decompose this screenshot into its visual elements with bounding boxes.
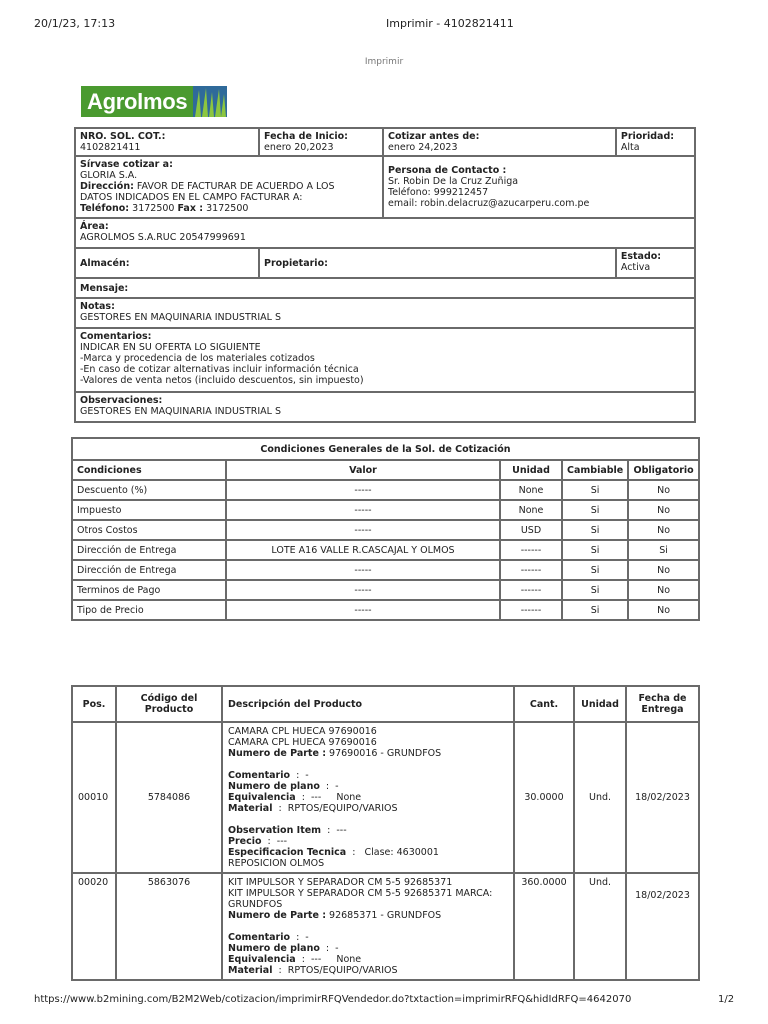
products-header: Descripción del Producto (222, 686, 514, 722)
description-label: Numero de plano (228, 781, 320, 792)
comentarios-line: -Marca y procedencia de los materiales cotizados (80, 353, 315, 364)
conditions-cell: Dirección de Entrega (72, 560, 226, 580)
conditions-cell: Descuento (%) (72, 480, 226, 500)
description-line (228, 792, 508, 803)
area-value: AGROLMOS S.A.RUC 20547999691 (80, 232, 246, 243)
telefono-value: 3172500 (132, 203, 175, 214)
conditions-cell: Si (562, 540, 628, 560)
description-value: KIT IMPULSOR Y SEPARADOR CM 5-5 92685371 MARCA: (228, 888, 493, 899)
mensaje-cell (75, 278, 695, 298)
prioridad-value: Alta (620, 142, 640, 153)
description-line (228, 943, 508, 954)
conditions-cell: LOTE A16 VALLE R.CASCAJAL Y OLMOS (226, 540, 500, 560)
description-line (228, 954, 508, 965)
page-number: 1/2 (718, 994, 735, 1005)
conditions-cell: Si (562, 600, 628, 620)
conditions-cell: ------ (500, 580, 562, 600)
description-line (228, 814, 508, 825)
conditions-row (72, 540, 699, 560)
description-label: Precio (228, 836, 262, 847)
conditions-cell: ----- (226, 480, 500, 500)
products-header: Unidad (574, 686, 626, 722)
description-line (228, 877, 508, 888)
prioridad-cell (616, 128, 695, 156)
conditions-cell: Terminos de Pago (72, 580, 226, 600)
comentarios-cell (75, 328, 695, 392)
fax-value: 3172500 (206, 203, 249, 214)
product-unit-cell: Und. (574, 722, 626, 873)
description-line (228, 825, 508, 836)
telefono-label: Teléfono: (80, 203, 130, 214)
conditions-cell: ----- (226, 560, 500, 580)
product-description-cell (222, 722, 514, 873)
description-value: : --- None (295, 792, 362, 803)
product-row (72, 722, 699, 873)
contacto-cell (383, 156, 695, 218)
description-value (228, 814, 231, 825)
product-code-cell: 5784086 (116, 722, 222, 873)
contacto-name: Sr. Robin De la Cruz Zuñiga (388, 176, 519, 187)
description-label: Numero de plano (228, 943, 320, 954)
sirvase-label: Sírvase cotizar a: (80, 159, 173, 170)
conditions-row (72, 480, 699, 500)
conditions-cell: No (628, 580, 699, 600)
description-label: Numero de Parte : (228, 748, 327, 759)
conditions-cell: No (628, 600, 699, 620)
description-label: Material (228, 803, 273, 814)
description-line (228, 847, 508, 858)
notas-value: GESTORES EN MAQUINARIA INDUSTRIAL S (80, 312, 281, 323)
conditions-cell: ------ (500, 560, 562, 580)
product-pos-cell: 00010 (72, 722, 116, 873)
print-title: Imprimir - 4102821411 (386, 17, 514, 30)
conditions-cell: No (628, 520, 699, 540)
description-line (228, 726, 508, 737)
fax-label: Fax : (177, 203, 204, 214)
description-line (228, 759, 508, 770)
description-value: : - (319, 943, 339, 954)
conditions-cell: None (500, 480, 562, 500)
conditions-cell: Si (562, 520, 628, 540)
conditions-cell: Si (562, 500, 628, 520)
description-label: Numero de Parte : (228, 910, 327, 921)
description-value: : Clase: 4630001 (346, 847, 439, 858)
notas-label: Notas: (80, 301, 115, 312)
mensaje-label: Mensaje: (80, 282, 129, 294)
description-line (228, 932, 508, 943)
cotizar-label: Cotizar antes de: (388, 131, 480, 142)
area-cell (75, 218, 695, 248)
conditions-row (72, 580, 699, 600)
agrolmos-logo (81, 86, 261, 117)
conditions-header: Condiciones (72, 460, 226, 480)
propietario-cell (259, 248, 616, 278)
conditions-cell: Impuesto (72, 500, 226, 520)
description-value: : - (290, 932, 309, 943)
request-header-table (74, 127, 696, 423)
observaciones-cell (75, 392, 695, 422)
conditions-row (72, 560, 699, 580)
conditions-header: Cambiable (562, 460, 628, 480)
description-label: Equivalencia (228, 954, 296, 965)
description-line (228, 748, 508, 759)
description-label: Equivalencia (228, 792, 296, 803)
logo-text: Agrolmos (81, 86, 193, 117)
product-code-cell: 5863076 (116, 873, 222, 980)
description-value: CAMARA CPL HUECA 97690016 (228, 726, 377, 737)
cotizar-value: enero 24,2023 (388, 142, 458, 153)
almacen-label: Almacén: (80, 257, 130, 269)
conditions-cell: Tipo de Precio (72, 600, 226, 620)
print-datetime: 20/1/23, 17:13 (34, 17, 116, 30)
description-line (228, 737, 508, 748)
conditions-cell: None (500, 500, 562, 520)
conditions-row (72, 520, 699, 540)
description-line (228, 921, 508, 932)
product-qty-cell: 30.0000 (514, 722, 574, 873)
print-url: https://www.b2mining.com/B2M2Web/cotizacion/imprimirRFQVendedor.do?txtaction=imprimirRFQ&hidIdRFQ=4642070 (34, 994, 632, 1005)
description-line (228, 781, 508, 792)
notas-cell (75, 298, 695, 328)
conditions-header: Valor (226, 460, 500, 480)
description-line (228, 770, 508, 781)
description-value: : --- (261, 836, 288, 847)
products-header: Fecha de Entrega (626, 686, 699, 722)
product-row (72, 873, 699, 980)
description-value: 92685371 - GRUNDFOS (326, 910, 442, 921)
description-value: GRUNDFOS (228, 899, 283, 910)
conditions-cell: ----- (226, 580, 500, 600)
area-label: Área: (80, 221, 109, 232)
logo-grass-icon (193, 86, 227, 117)
description-label: Comentario (228, 770, 291, 781)
conditions-cell: Si (562, 480, 628, 500)
fecha-inicio-label: Fecha de Inicio: (264, 131, 348, 142)
prioridad-label: Prioridad: (620, 131, 675, 142)
conditions-title: Condiciones Generales de la Sol. de Cotización (72, 438, 699, 460)
almacen-cell (75, 248, 259, 278)
description-line (228, 803, 508, 814)
description-line (228, 899, 508, 910)
direccion-value: FAVOR DE FACTURAR DE ACUERDO A LOS (136, 181, 335, 192)
comentarios-label: Comentarios: (80, 331, 152, 342)
direccion-value-2: DATOS INDICADOS EN EL CAMPO FACTURAR A: (80, 192, 303, 203)
conditions-cell: USD (500, 520, 562, 540)
cotizar-cell (383, 128, 616, 156)
nro-value: 4102821411 (80, 142, 141, 153)
products-header: Código del Producto (116, 686, 222, 722)
sirvase-cell (75, 156, 383, 218)
description-value: : RPTOS/EQUIPO/VARIOS (272, 803, 398, 814)
conditions-cell: Si (562, 580, 628, 600)
description-line (228, 965, 508, 976)
description-value (228, 921, 231, 932)
conditions-table (71, 437, 700, 621)
comentarios-line: -En caso de cotizar alternativas incluir información técnica (80, 364, 359, 375)
description-value: : RPTOS/EQUIPO/VARIOS (272, 965, 398, 976)
nro-cell (75, 128, 259, 156)
product-qty-cell: 360.0000 (514, 873, 574, 980)
nro-label: NRO. SOL. COT.: (80, 131, 166, 142)
conditions-cell: Otros Costos (72, 520, 226, 540)
product-date-cell: 18/02/2023 (626, 722, 699, 873)
product-pos-cell: 00020 (72, 873, 116, 980)
fecha-inicio-cell (259, 128, 383, 156)
products-table (71, 685, 700, 981)
description-line (228, 888, 508, 899)
conditions-cell: ----- (226, 500, 500, 520)
conditions-cell: ------ (500, 540, 562, 560)
description-label: Observation Item (228, 825, 322, 836)
products-header: Pos. (72, 686, 116, 722)
description-value: : - (319, 781, 339, 792)
conditions-row (72, 500, 699, 520)
conditions-cell: ------ (500, 600, 562, 620)
conditions-cell: Si (628, 540, 699, 560)
description-value: REPOSICION OLMOS (228, 858, 325, 869)
products-header: Cant. (514, 686, 574, 722)
telefono-line (80, 203, 378, 214)
description-label: Comentario (228, 932, 291, 943)
conditions-cell: ----- (226, 520, 500, 540)
comentarios-line: -Valores de venta netos (incluido descuentos, sin impuesto) (80, 375, 364, 386)
propietario-label: Propietario: (264, 257, 328, 269)
conditions-cell: No (628, 500, 699, 520)
description-label: Especificacion Tecnica (228, 847, 347, 858)
conditions-cell: Dirección de Entrega (72, 540, 226, 560)
conditions-row (72, 600, 699, 620)
fecha-inicio-value: enero 20,2023 (264, 142, 334, 153)
direccion-line (80, 181, 378, 192)
description-value (228, 759, 231, 770)
description-line (228, 858, 508, 869)
print-link[interactable]: Imprimir (364, 57, 404, 67)
contacto-email: email: robin.delacruz@azucarperu.com.pe (388, 198, 590, 209)
comentarios-line: INDICAR EN SU OFERTA LO SIGUIENTE (80, 342, 261, 353)
sirvase-company: GLORIA S.A. (80, 170, 138, 181)
product-unit-cell: Und. (574, 873, 626, 980)
observaciones-value: GESTORES EN MAQUINARIA INDUSTRIAL S (80, 406, 281, 417)
description-value: 97690016 - GRUNDFOS (326, 748, 442, 759)
estado-cell (616, 248, 695, 278)
description-value: KIT IMPULSOR Y SEPARADOR CM 5-5 92685371 (228, 877, 453, 888)
description-line (228, 836, 508, 847)
conditions-header: Unidad (500, 460, 562, 480)
contacto-phone: Teléfono: 999212457 (388, 187, 489, 198)
conditions-cell: No (628, 480, 699, 500)
description-value: CAMARA CPL HUECA 97690016 (228, 737, 377, 748)
description-value: : --- None (295, 954, 362, 965)
product-date-cell: 18/02/2023 (626, 873, 699, 980)
conditions-cell: ----- (226, 600, 500, 620)
contacto-label: Persona de Contacto : (388, 165, 507, 176)
description-value: : --- (321, 825, 347, 836)
conditions-cell: Si (562, 560, 628, 580)
estado-label: Estado: (620, 251, 662, 262)
product-description-cell (222, 873, 514, 980)
observaciones-label: Observaciones: (80, 395, 163, 406)
description-line (228, 910, 508, 921)
conditions-header: Obligatorio (628, 460, 699, 480)
description-label: Material (228, 965, 273, 976)
direccion-label: Dirección: (80, 181, 134, 192)
estado-value: Activa (620, 262, 651, 273)
conditions-cell: No (628, 560, 699, 580)
description-value: : - (290, 770, 309, 781)
